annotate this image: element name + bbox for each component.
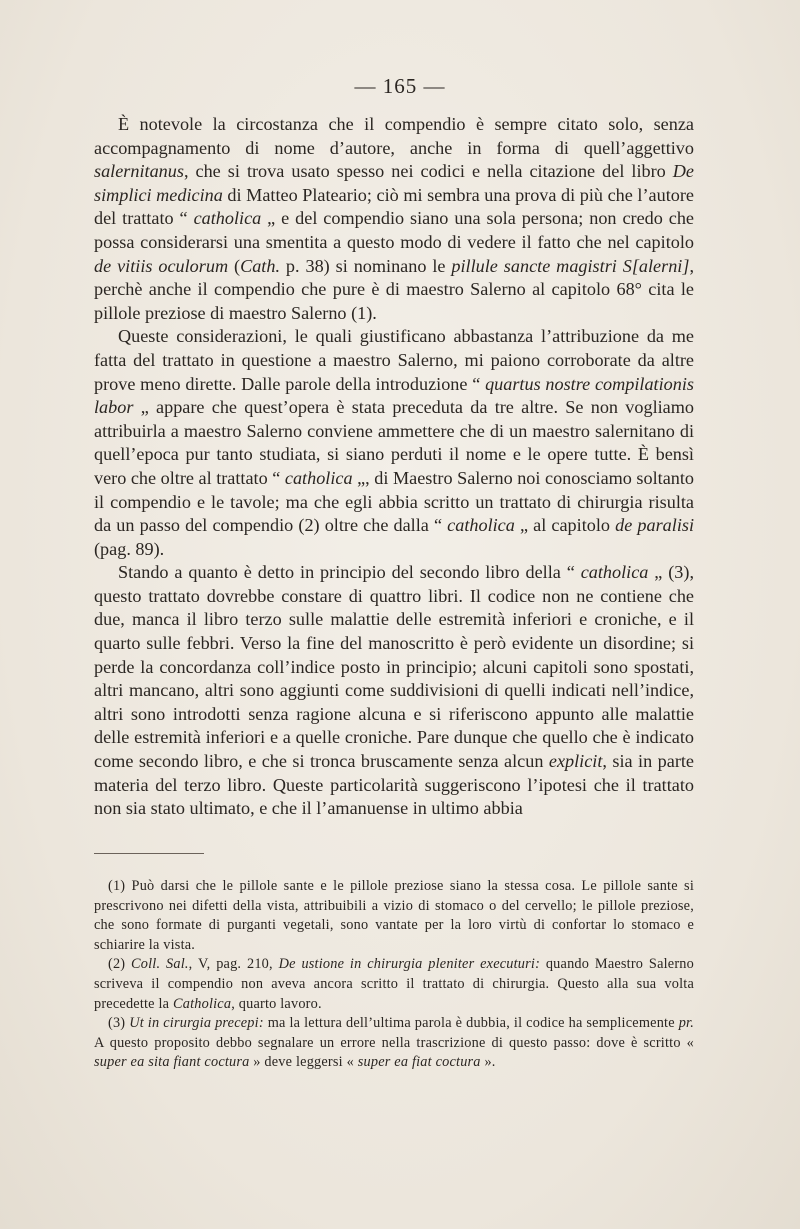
text-run: „, di Maestro Salerno noi conosciamo soltanto il compendio e le tavole; ma che egli abbia scritto un trattato di chirurgia risulta da un passo del compendio (2) oltre che dalla “ <box>94 467 695 536</box>
italic-text: salernitanus <box>94 161 184 182</box>
paragraph <box>94 325 694 561</box>
text-run: , quarto lavoro. <box>231 995 322 1012</box>
text-run: (3) <box>108 1015 130 1032</box>
text-run: (1) Può darsi che le pillole sante e le pillole preziose siano la stessa cosa. Le pillole sante si prescrivono nei difetti della vista, attribuibili a vizio di stomaco o del cervello; le pillole preziose, che sono formate di purganti vegetali, sono vantate per la loro virtù di confortar lo stomaco e schiarire la vista. <box>94 878 694 953</box>
italic-text: Ut in cirurgia precepi: <box>129 1015 264 1032</box>
text-run: , sia in parte materia del terzo libro. Queste particolarità suggeriscono l’ipotesi che il trattato non sia stato ultimato, e che il l’amanuense in ultimo abbia <box>94 751 694 819</box>
italic-text: Catholica <box>173 995 232 1012</box>
italic-text: catholica <box>193 208 262 229</box>
footnote <box>94 955 694 1014</box>
text-run: di Matteo Plateario; ciò mi sembra una prova di più che l’autore del trattato “ <box>94 184 694 229</box>
text-run: , che si trova usato spesso nei codici e nella citazione del libro <box>183 161 673 182</box>
page-number: — 165 — <box>354 74 446 98</box>
italic-text: Coll. Sal. <box>131 956 189 973</box>
text-run: » deve leggersi « <box>249 1054 358 1071</box>
italic-text: super ea sita fiant coctura <box>94 1054 250 1071</box>
text-run: „ appare che quest’opera è stata preceduta da tre altre. Se non vogliamo attribuirla a maestro Salerno conviene ammettere che di un maestro salernitano di quell’epoca pur tanto studiata, si siano perduti il nome e le opere tutte. È bensì vero che oltre al trattato “ <box>94 397 694 488</box>
text-run: Stando a quanto è detto in principio del secondo libro della “ <box>118 562 581 583</box>
italic-text: pr. <box>678 1015 694 1032</box>
italic-text: super ea fiat coctura <box>357 1054 481 1071</box>
text-run: (2) <box>108 956 132 973</box>
footnote-divider <box>94 853 204 854</box>
italic-text: catholica <box>284 467 353 488</box>
italic-text: de paralisi <box>615 515 695 536</box>
italic-text: De simplici medicina <box>94 161 694 205</box>
text-run: ( <box>228 255 241 276</box>
text-run: , V, pag. 210, <box>188 956 279 973</box>
main-text <box>94 113 694 821</box>
italic-text: quartus nostre compilationis labor <box>94 373 694 418</box>
italic-text: catholica <box>447 515 515 536</box>
footnote <box>94 877 694 955</box>
text-run: quando Maestro Salerno scriveva il compendio non aveva ancora scritto il trattato di chirurgia. Questo alla sua volta precedette la <box>94 956 694 1012</box>
text-run: „ al capitolo <box>514 515 616 536</box>
text-run: ma la lettura dell’ultima parola è dubbia, il codice ha semplicemente <box>263 1015 679 1032</box>
italic-text: Cath. <box>240 255 280 276</box>
italic-text: catholica <box>580 562 649 583</box>
text-run: Queste considerazioni, le quali giustificano abbastanza l’attribuzione da me fatta del trattato in questione a maestro Salerno, mi paiono corroborate da altre prove meno dirette. Dalle parole della introduzione “ <box>94 326 694 394</box>
text-run: (pag. 89). <box>94 538 165 559</box>
text-run: ». <box>480 1054 496 1071</box>
footnote <box>94 1014 694 1073</box>
text-run: „ (3), questo trattato dovrebbe constare di quattro libri. Il codice non ne contiene che due, manca il libro terzo sulle malattie delle estremità inferiori e croniche, e il quarto sulle febbri. Verso la fine del manoscritto è però evidente un disordine; si perde la concordanza coll’indice posto in principio; alcuni capitoli sono spostati, altri mancano, altri sono aggiunti come suddivisioni di quelli indicati nell’indice, altri sono introdotti senza ragione alcuna e si riferiscono appunto alle malattie delle estremità inferiori e a quelle croniche. Pare dunque che quello che è indicato come secondo libro, e che si tronca bruscamente senza alcun <box>94 562 694 772</box>
text-run: p. 38) si nominano le <box>280 255 452 276</box>
text-run: „ e del compendio siano una sola persona; non credo che possa considerarsi una smentita a questo modo di vedere il fatto che nel capitolo <box>94 208 694 252</box>
italic-text: De ustione in chirurgia pleniter executuri: <box>278 956 541 973</box>
italic-text: explicit <box>548 751 603 772</box>
italic-text: pillule sancte magistri S[alerni] <box>451 255 690 276</box>
text-run: , perchè anche il compendio che pure è di maestro Salerno al capitolo 68° cita le pillole preziose di maestro Salerno (1). <box>94 255 694 323</box>
footnotes <box>94 877 694 1073</box>
italic-text: de vitiis oculorum <box>94 255 229 276</box>
text-run: A questo proposito debbo segnalare un errore nella trascrizione di questo passo: dove è scritto « <box>94 1034 694 1051</box>
paragraph <box>94 113 694 325</box>
paragraph <box>94 561 694 821</box>
text-run: È notevole la circostanza che il compendio è sempre citato solo, senza accompagnamento di nome d’autore, anche in forma di quell’aggettivo <box>94 114 694 158</box>
